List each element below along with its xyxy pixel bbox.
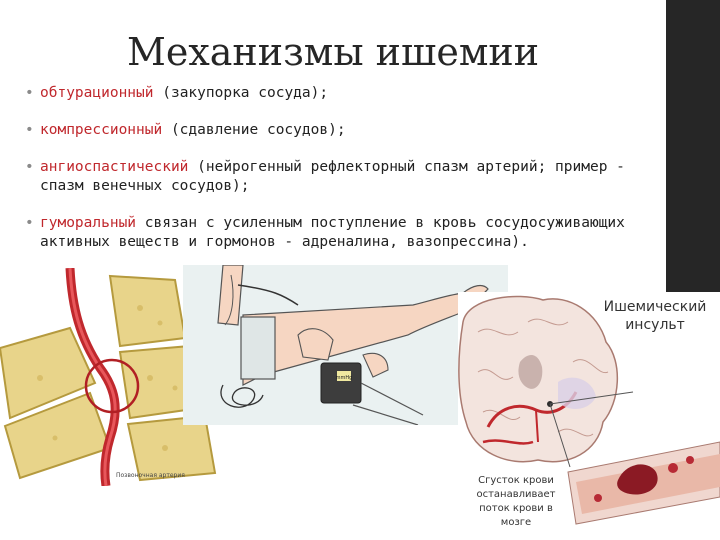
bullet-item-compression	[22, 121, 632, 140]
slide-title: Механизмы ишемии	[126, 30, 540, 74]
bullet-text: (нейрогенный рефлекторный спазм артерий; пример - спазм венечных сосудов);	[40, 159, 625, 194]
device-label: mmHg	[335, 375, 353, 381]
bullet-text: (сдавление сосудов);	[162, 122, 346, 138]
bullet-dot-icon: •	[25, 85, 34, 101]
bullet-term: гуморальный	[40, 215, 137, 231]
stroke-note: Сгусток крови останавливает поток крови в мозге	[476, 475, 556, 528]
stroke-title: Ишемический инсульт	[603, 299, 707, 333]
bullet-term: компрессионный	[40, 122, 163, 138]
bullet-dot-icon: •	[25, 159, 34, 175]
bullet-list	[22, 84, 632, 270]
bullet-dot-icon: •	[25, 122, 34, 138]
bullet-item-humoral	[22, 214, 632, 252]
spine-caption: Позвоночная артерия	[116, 472, 185, 479]
bullet-dot-icon: •	[25, 215, 34, 231]
bullet-term: ангиоспастический	[40, 159, 189, 175]
bullet-text: связан с усиленным поступление в кровь сосудосуживающих активных веществ и гормонов - адреналина, вазопрессина).	[40, 215, 625, 250]
bullet-term: обтурационный	[40, 85, 154, 101]
stroke-figure	[458, 292, 720, 540]
bullet-text: (закупорка сосуда);	[153, 85, 329, 101]
bullet-item-angiospastic	[22, 158, 632, 196]
bullet-item-obturation	[22, 84, 632, 103]
